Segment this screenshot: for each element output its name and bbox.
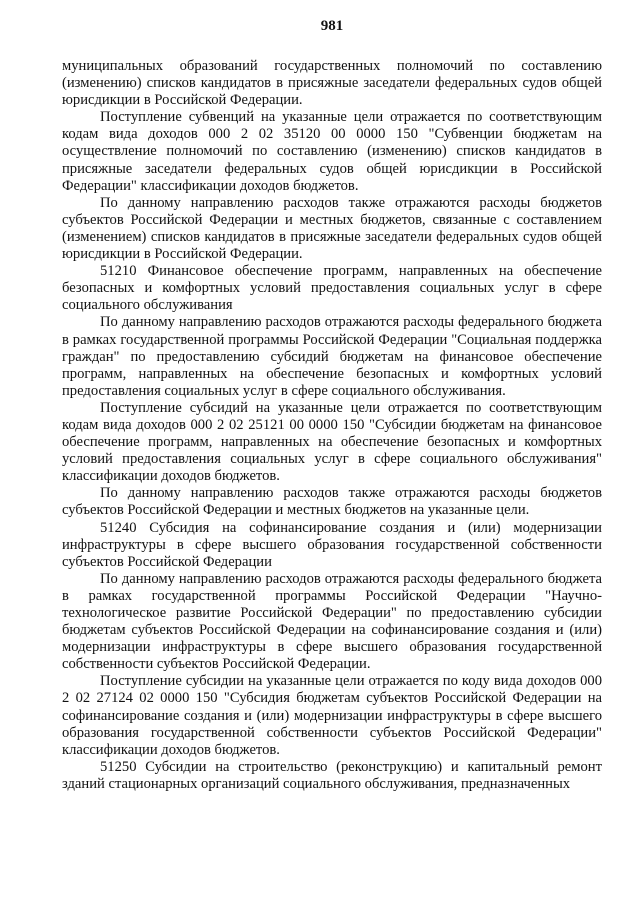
section-heading-51250: 51250 Субсидии на строительство (реконструкцию) и капитальный ремонт зданий стационарных организаций социального обслуживания, предназначенных (62, 758, 602, 792)
paragraph: Поступление субсидии на указанные цели отражается по коду вида доходов 000 2 02 27124 02 0000 150 "Субсидия бюджетам субъектов Российской Федерации на софинансирование создания и (или) модернизации инфраструктуры в сфере высшего образования государственной собственности субъектов Российской Федерации" классификации доходов бюджетов. (62, 673, 602, 758)
paragraph: По данному направлению расходов отражаются расходы федерального бюджета в рамках государственной программы Российской Федерации "Социальная поддержка граждан" по предоставлению субсидий бюджетам на финансовое обеспечение программ, направленных на обеспечение безопасных и комфортных условий предоставления социальных услуг в сфере социального обслуживания. (62, 314, 602, 399)
section-heading-51240: 51240 Субсидия на софинансирование создания и (или) модернизации инфраструктуры в сфере высшего образования государственной собственности субъектов Российской Федерации (62, 519, 602, 570)
document-body (62, 58, 602, 793)
paragraph: По данному направлению расходов отражаются расходы федерального бюджета в рамках государственной программы Российской Федерации "Научно-технологическое развитие Российской Федерации" по предоставлению субсидии бюджетам субъектов Российской Федерации на софинансирование создания и (или) модернизации инфраструктуры в сфере высшего образования государственной собственности субъектов Российской Федерации. (62, 570, 602, 673)
page-number: 981 (320, 18, 344, 34)
paragraph: Поступление субсидий на указанные цели отражается по соответствующим кодам вида доходов 000 2 02 25121 00 0000 150 "Субсидии бюджетам на финансовое обеспечение программ, направленных на обеспечение безопасных и комфортных условий предоставления социальных услуг в сфере социального обслуживания" классификации доходов бюджетов. (62, 399, 602, 485)
paragraph-continuation: муниципальных образований государственных полномочий по составлению (изменению) списков кандидатов в присяжные заседатели федеральных судов общей юрисдикции в Российской Федерации. (62, 58, 602, 109)
paragraph: По данному направлению расходов также отражаются расходы бюджетов субъектов Российской Федерации и местных бюджетов, связанные с составлением (изменением) списков кандидатов в присяжные заседатели федеральных судов общей юрисдикции в Российской Федерации. (62, 194, 602, 263)
paragraph: Поступление субвенций на указанные цели отражается по соответствующим кодам вида доходов 000 2 02 35120 00 0000 150 "Субвенции бюджетам на осуществление полномочий по составлению (изменению) списков кандидатов в присяжные заседатели федеральных судов общей юрисдикции в Российской Федерации" классификации доходов бюджетов. (62, 109, 602, 194)
paragraph: По данному направлению расходов также отражаются расходы бюджетов субъектов Российской Федерации и местных бюджетов на указанные цели. (62, 485, 602, 519)
section-heading-51210: 51210 Финансовое обеспечение программ, направленных на обеспечение безопасных и комфортных условий предоставления социальных услуг в сфере социального обслуживания (62, 263, 602, 314)
